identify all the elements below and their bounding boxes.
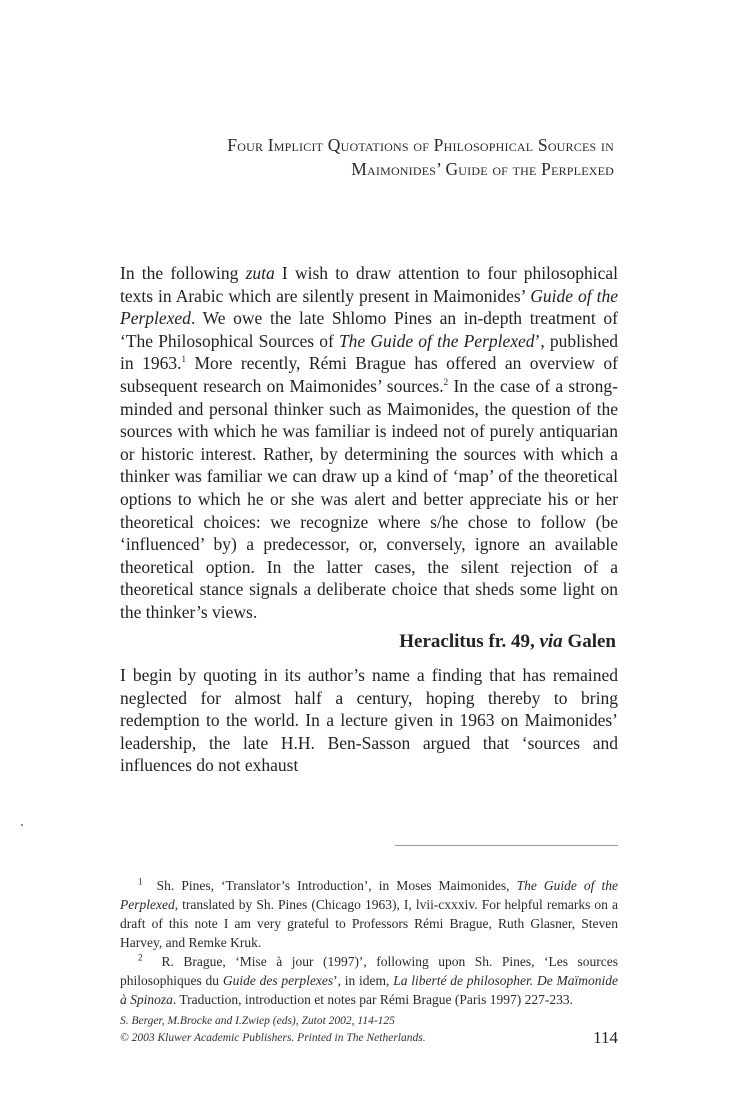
article-title: [120, 133, 614, 181]
heading-text: Galen: [562, 631, 616, 652]
text-run: . Traduction, introduction et notes par Rémi Brague (Paris 1997) 227-233.: [172, 992, 573, 1007]
intro-paragraph: [120, 262, 618, 624]
section-heading: [120, 631, 616, 653]
article-title-line-2: Maimonides’ Guide of the Perplexed: [351, 159, 614, 179]
page-number: 114: [593, 1028, 618, 1047]
footnote-marker-1[interactable]: 1: [181, 354, 186, 365]
section-paragraph-text: I begin by quoting in its author’s name a finding that has remained neglected for almost half a century, hoping thereby to bring redemption to the world. In a lecture given in 1963 on Maimonides’ leadership, the late H.H. Ben-Sasson argued that ‘sources and influences do not exhaust: [120, 665, 618, 776]
text-run: . We owe the late Shlomo Pines an in-depth treatment of ‘The Philosophical Sources of: [120, 308, 618, 351]
text-run: , translated by Sh. Pines (Chicago 1963), I, lvii-cxxxiv. For helpful remarks on a draft of this note I am very grateful to Professors Rémi Brague, Ruth Glasner, Steven Harvey, and Remke Kruk.: [120, 897, 618, 950]
footnote-number: 1: [138, 876, 143, 887]
text-run: In the following: [120, 263, 246, 283]
italic-book-title: The Guide of the Perplexed: [120, 878, 618, 912]
italic-book-title: Guide of the Perplexed: [120, 285, 618, 329]
text-run: R. Brague, ‘Mise à jour (1997)’, following upon Sh. Pines, ‘Les sources philosophiques du: [120, 954, 619, 988]
heading-text: Heraclitus fr. 49,: [399, 631, 540, 652]
footnote-1: [120, 876, 618, 952]
text-run: ’, published in 1963.: [120, 330, 618, 374]
text-run: ’, in idem,: [333, 973, 394, 988]
text-run: In the case of a strong-minded and personal thinker such as Maimonides, the question of the sources with which he was familiar is indeed not of purely antiquarian or historic interest. Rather, by determining the sources with which a thinker was familiar we can draw up a kind of ‘map’ of the theoretical options to which he or she was alert and better appreciate his or her theoretical choices: we recognize where s/he chose to follow (be ‘influenced’ by) a predecessor, or, conversely, ignore an available theoretical option. In the latter cases, the silent rejection of a theoretical stance signals a deliberate choice that sheds some light on the thinker’s views.: [120, 375, 618, 622]
italic-book-title: La liberté de philosopher. De Maïmonide à Spinoza: [120, 973, 618, 1007]
italic-book-title: The Guide of the Perplexed: [338, 330, 535, 351]
text-run: I wish to draw attention to four philosophical texts in Arabic which are silently present in Maimonides’: [120, 263, 618, 306]
italic-book-title: Guide des perplexes: [222, 973, 334, 988]
text-run: Sh. Pines, ‘Translator’s Introduction’, in Moses Maimonides,: [156, 878, 517, 893]
heading-italic: via: [539, 631, 563, 652]
footnote-2: [120, 952, 618, 1009]
footnote-marker-2[interactable]: 2: [443, 377, 449, 388]
scan-mark: [21, 824, 23, 826]
article-title-line-1: Four Implicit Quotations of Philosophical Sources in: [227, 135, 614, 155]
italic-term: zuta: [245, 263, 275, 283]
footnotes: [120, 876, 618, 1009]
text-run: More recently, Rémi Brague has offered an overview of subsequent research on Maimonides’ sources.: [120, 353, 618, 396]
footnote-number: 2: [138, 952, 143, 963]
publication-footer: [120, 1013, 618, 1047]
citation-line: S. Berger, M.Brocke and I.Zwiep (eds), Zutot 2002, 114-125: [120, 1015, 395, 1027]
section-paragraph: [120, 664, 618, 777]
footnote-divider: [395, 845, 618, 846]
copyright-line: © 2003 Kluwer Academic Publishers. Printed in The Netherlands.: [120, 1032, 426, 1044]
